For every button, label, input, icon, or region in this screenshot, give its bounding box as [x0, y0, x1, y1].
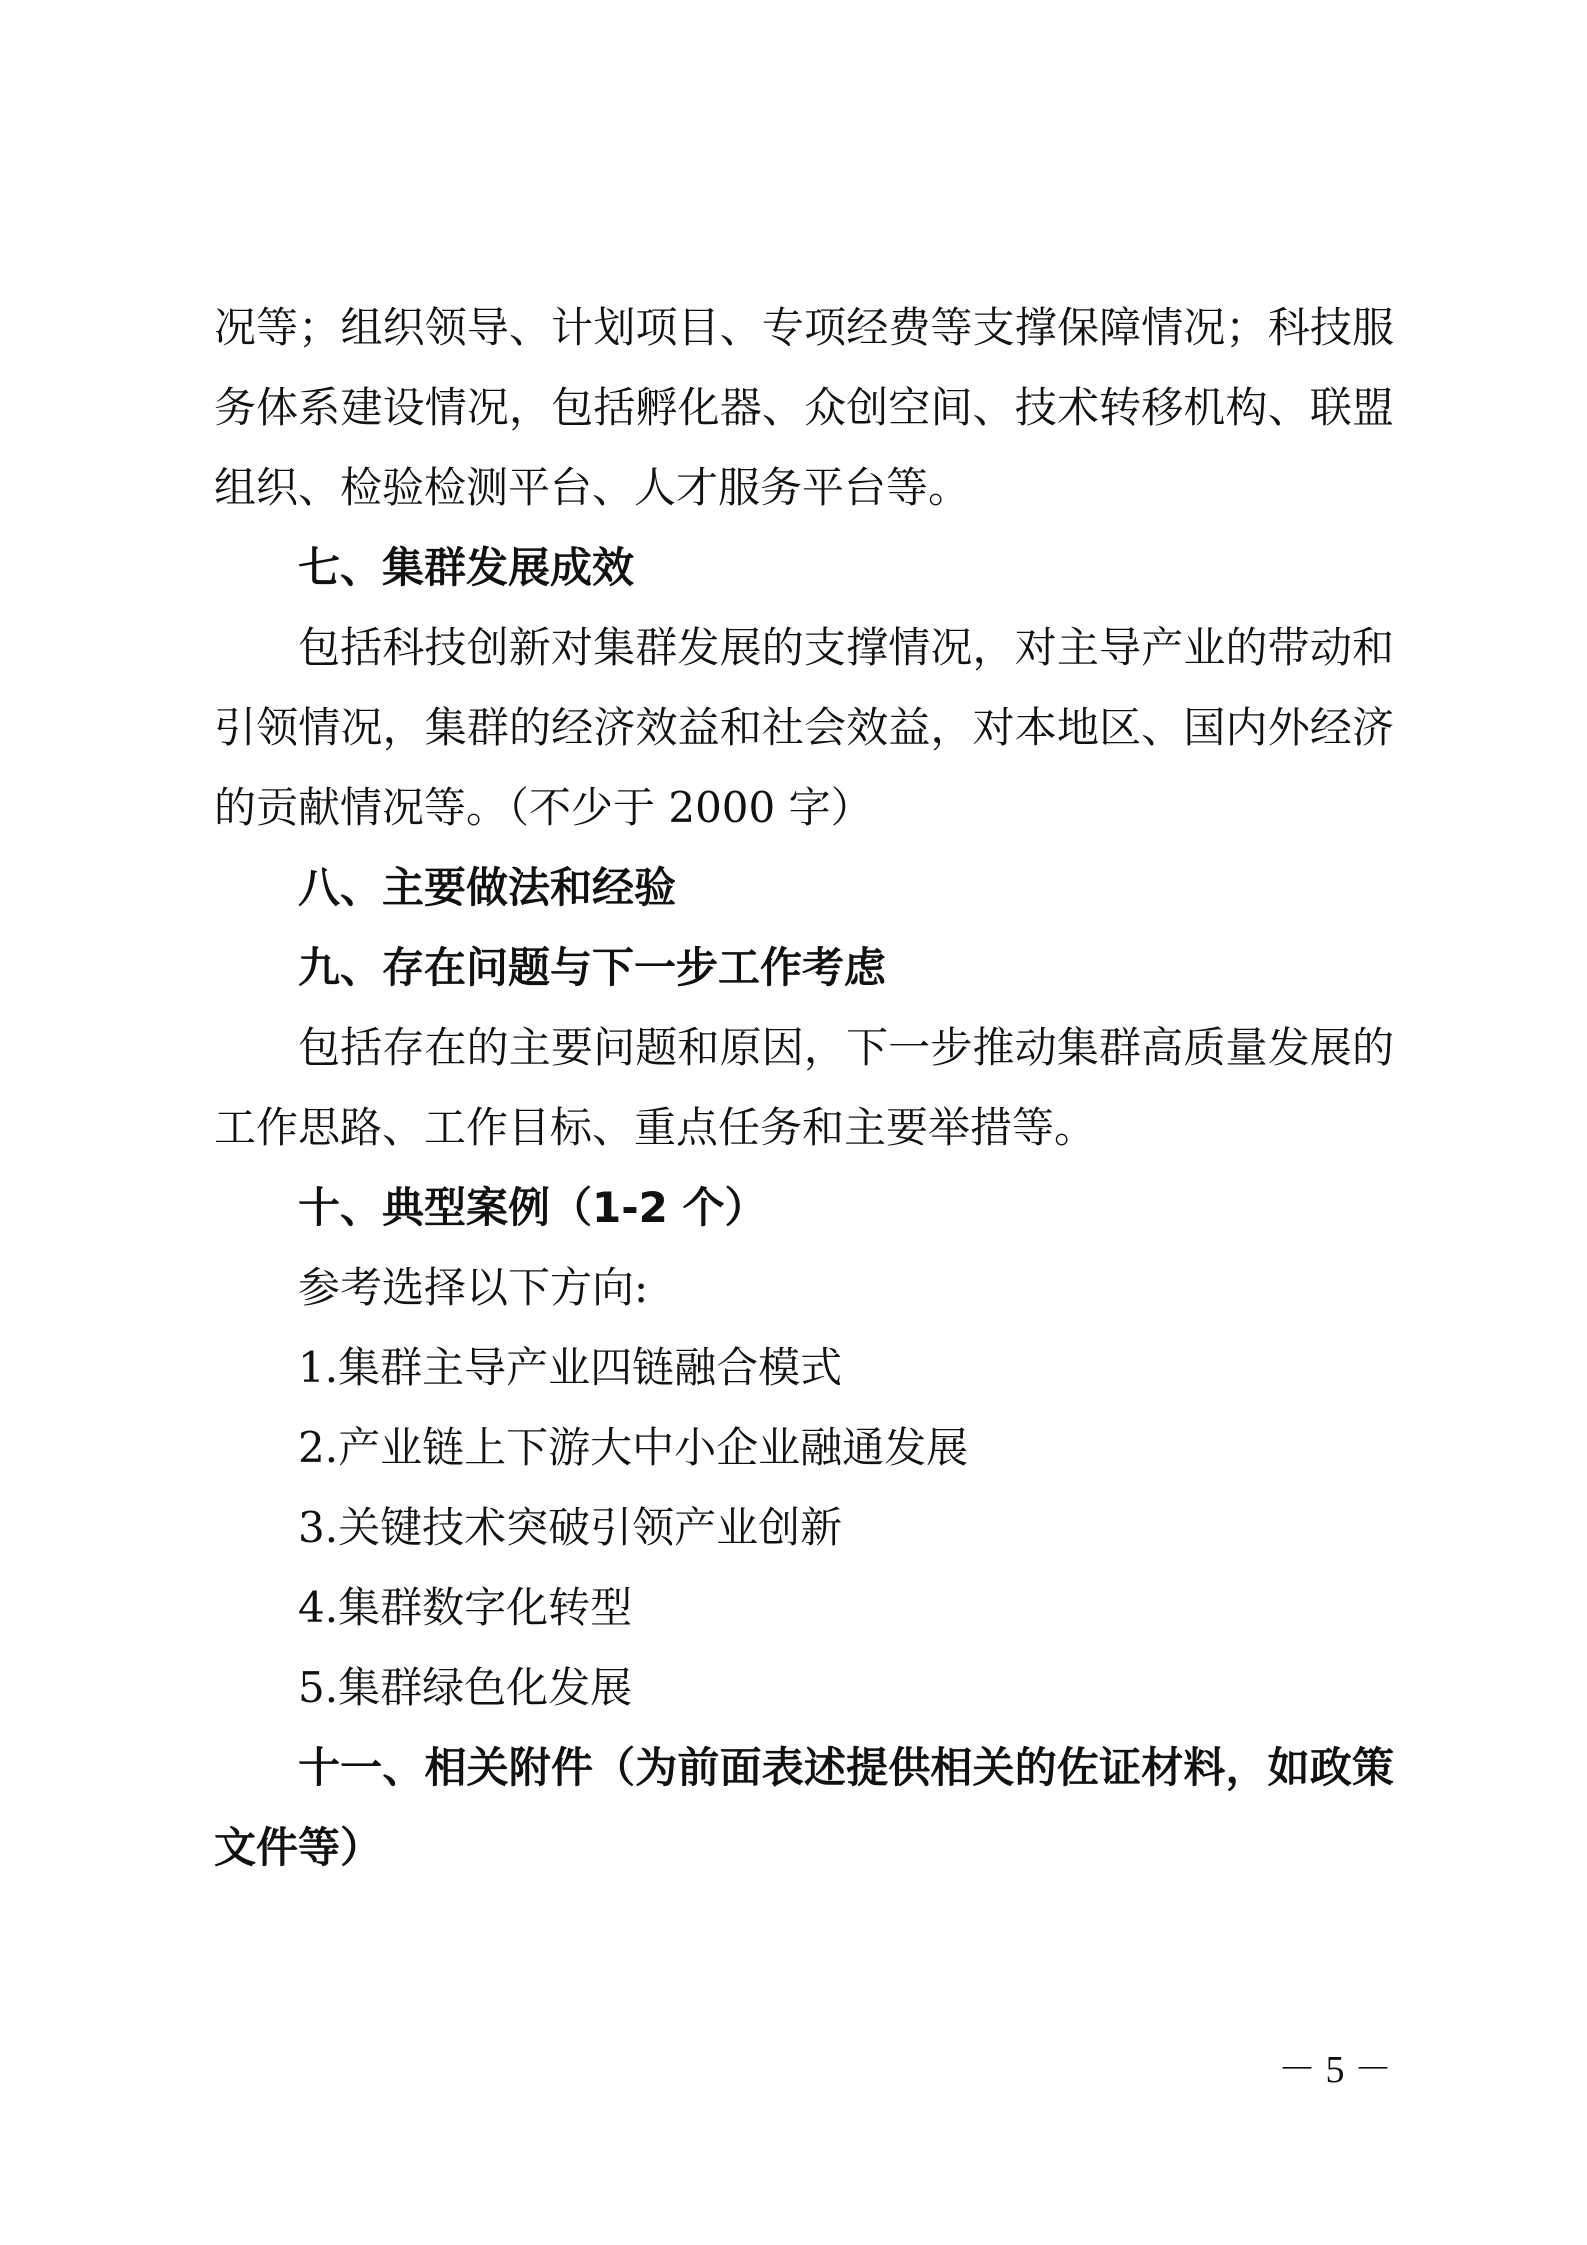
paragraph-line: 的贡献情况等。（不少于 2000 字） [214, 783, 873, 832]
list-item: 2.产业链上下游大中小企业融通发展 [298, 1423, 969, 1472]
list-item: 1.集群主导产业四链融合模式 [298, 1343, 843, 1392]
paragraph-line: 工作思路、工作目标、重点任务和主要举措等。 [214, 1103, 1097, 1152]
paragraph-line: 引领情况，集群的经济效益和社会效益，对本地区、国内外经济 [214, 703, 1394, 752]
section-heading: 十、典型案例（1-2 个） [298, 1183, 767, 1232]
paragraph-line: 务体系建设情况，包括孵化器、众创空间、技术转移机构、联盟 [214, 383, 1394, 432]
section-heading: 十一、相关附件（为前面表述提供相关的佐证材料，如政策 [298, 1743, 1394, 1792]
section-heading: 九、存在问题与下一步工作考虑 [298, 943, 887, 992]
section-heading: 七、集群发展成效 [298, 543, 635, 592]
paragraph-line: 参考选择以下方向: [298, 1263, 649, 1312]
list-item: 4.集群数字化转型 [298, 1583, 633, 1632]
paragraph-line: 组织、检验检测平台、人才服务平台等。 [214, 463, 971, 512]
list-item: 3.关键技术突破引领产业创新 [298, 1503, 843, 1552]
list-item: 5.集群绿色化发展 [298, 1663, 633, 1712]
page-number: － 5 － [1277, 2049, 1392, 2091]
paragraph-line: 包括存在的主要问题和原因，下一步推动集群高质量发展的 [298, 1023, 1394, 1072]
section-heading: 八、主要做法和经验 [298, 863, 677, 912]
section-heading-continuation: 文件等） [214, 1823, 383, 1872]
paragraph-line: 况等；组织领导、计划项目、专项经费等支撑保障情况；科技服 [214, 303, 1394, 352]
paragraph-line: 包括科技创新对集群发展的支撑情况，对主导产业的带动和 [298, 623, 1394, 672]
